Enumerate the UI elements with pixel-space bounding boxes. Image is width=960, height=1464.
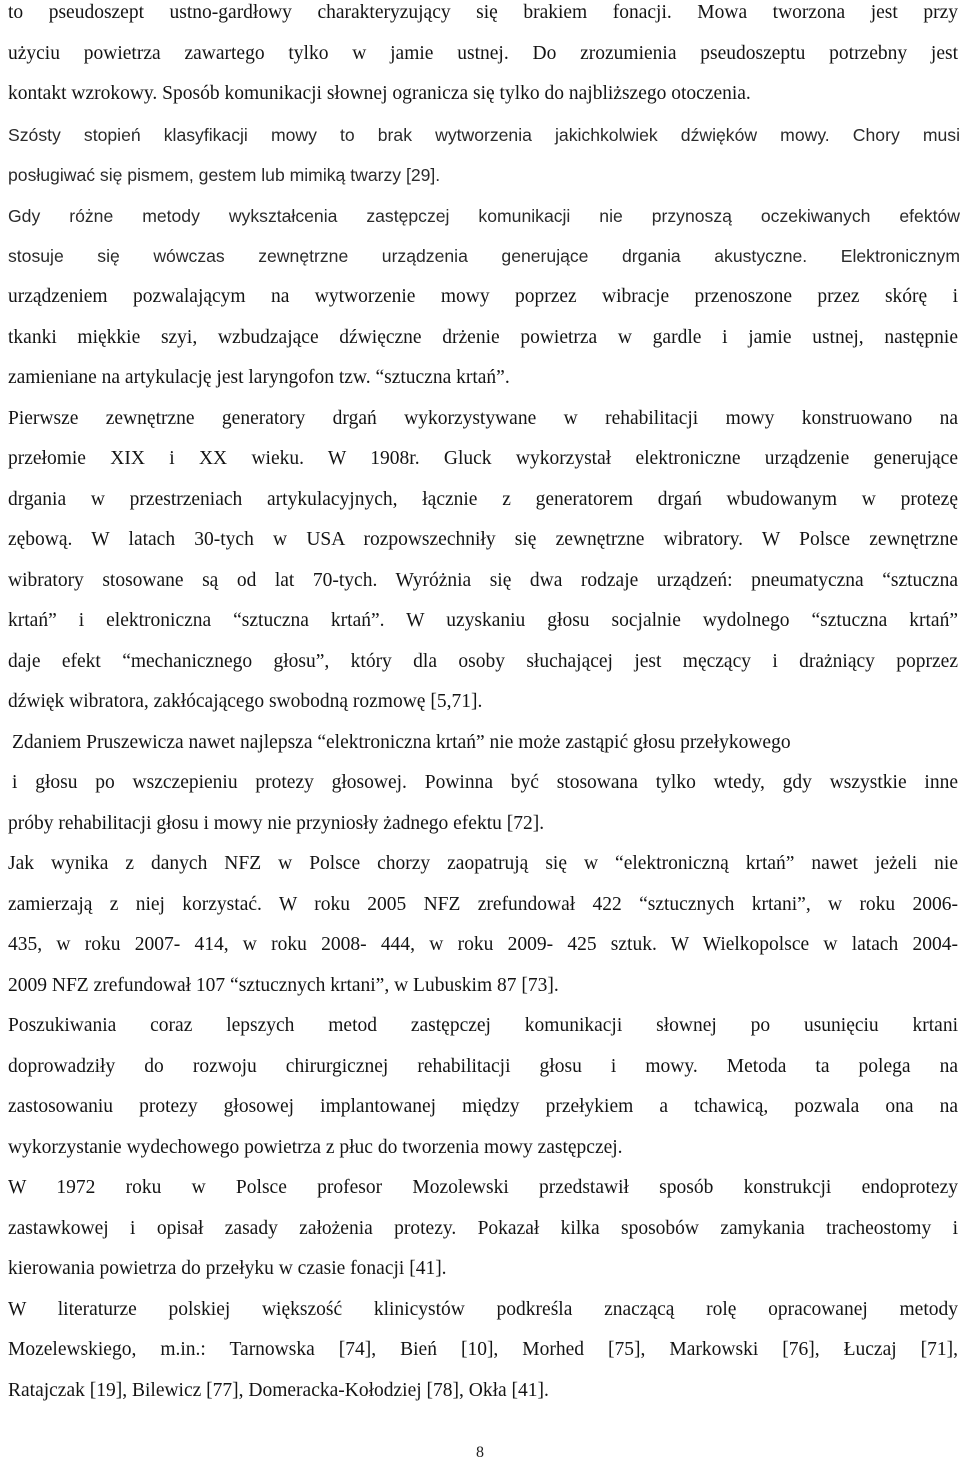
page-number: 8 [476,1444,484,1461]
text-line: Jak wynika z danych NFZ w Polsce chorzy zaopatrują się w “elektroniczną krtań” nawet jeżeli nie [8,853,958,874]
text-line: tkanki miękkie szyi, wzbudzające dźwięczne drżenie powietrza w gardle i jamie ustnej, następnie [8,327,958,348]
text-line: zamierzają z niej korzystać. W roku 2005 NFZ zrefundował 422 “sztucznych krtani”, w roku 2006- [8,894,958,915]
text-line: 2009 NFZ zrefundował 107 “sztucznych krtani”, w Lubuskim 87 [73]. [8,975,559,996]
text-line: kierowania powietrza do przełyku w czasie fonacji [41]. [8,1258,447,1279]
text-line: użyciu powietrza zawartego tylko w jamie ustnej. Do zrozumienia pseudoszeptu potrzebny jest [8,43,958,64]
text-line: W literaturze polskiej większość klinicystów podkreśla znaczącą rolę opracowanej metody [8,1299,958,1320]
text-line: W 1972 roku w Polsce profesor Mozolewski przedstawił sposób konstrukcji endoprotezy [8,1177,958,1198]
text-line: Szósty stopień klasyfikacji mowy to brak wytworzenia jakichkolwiek dźwięków mowy. Chory musi [8,125,960,145]
text-line: doprowadziły do rozwoju chirurgicznej rehabilitacji głosu i mowy. Metoda ta polega na [8,1056,958,1077]
text-line: stosuje się wówczas zewnętrzne urządzenia generujące drgania akustyczne. Elektronicznym [8,246,960,266]
text-line: wibratory stosowane są od lat 70-tych. Wyróżnia się dwa rodzaje urządzeń: pneumatyczna “sztuczna [8,570,958,591]
text-line: Mozelewskiego, m.in.: Tarnowska [74], Bień [10], Morhed [75], Markowski [76], Łuczaj [71], [8,1339,958,1360]
text-line: Gdy różne metody wykształcenia zastępczej komunikacji nie przynoszą oczekiwanych efektów [8,206,960,226]
text-line: kontakt wzrokowy. Sposób komunikacji słownej ogranicza się tylko do najbliższego otoczenia. [8,83,751,104]
text-line: posługiwać się pismem, gestem lub mimiką twarzy [29]. [8,165,441,185]
text-line: Poszukiwania coraz lepszych metod zastępczej komunikacji słownej po usunięciu krtani [8,1015,958,1036]
text-line: drgania w przestrzeniach artykulacyjnych, łącznie z generatorem drgań wbudowanym w protezę [8,489,958,510]
text-line: Pierwsze zewnętrzne generatory drgań wykorzystywane w rehabilitacji mowy konstruowano na [8,408,958,429]
text-line: daje efekt “mechanicznego głosu”, który dla osoby słuchającej jest męczący i drażniący poprzez [8,651,958,672]
text-line: Ratajczak [19], Bilewicz [77], Domeracka-Kołodziej [78], Okła [41]. [8,1380,549,1401]
text-line: i głosu po wszczepieniu protezy głosowej. Powinna być stosowana tylko wtedy, gdy wszystkie inne [12,772,958,793]
text-line: dźwięk wibratora, zakłócającego swobodną rozmowę [5,71]. [8,691,483,712]
text-line: Zdaniem Pruszewicza nawet najlepsza “elektroniczna krtań” nie może zastąpić głosu przełykowego [12,732,791,753]
text-line: zębową. W latach 30-tych w USA rozpowszechniły się zewnętrzne wibratory. W Polsce zewnętrzne [8,529,958,550]
text-line: urządzeniem pozwalającym na wytworzenie mowy poprzez wibracje przenoszone przez skórę i [8,286,958,307]
text-line: zamieniane na artykulację jest laryngofon tzw. “sztuczna krtań”. [8,367,510,388]
text-line: zastosowaniu protezy głosowej implantowanej między przełykiem a tchawicą, pozwala ona na [8,1096,958,1117]
text-line: przełomie XIX i XX wieku. W 1908r. Gluck wykorzystał elektroniczne urządzenie generujące [8,448,958,469]
text-line: to pseudoszept ustno-gardłowy charakteryzujący się brakiem fonacji. Mowa tworzona jest przy [8,2,958,23]
text-line: krtań” i elektroniczna “sztuczna krtań”. W uzyskaniu głosu socjalnie wydolnego “sztuczna krtań” [8,610,958,631]
text-line: zastawkowej i opisał zasady założenia protezy. Pokazał kilka sposobów zamykania tracheostomy i [8,1218,958,1239]
text-line: wykorzystanie wydechowego powietrza z płuc do tworzenia mowy zastępczej. [8,1137,623,1158]
text-line: próby rehabilitacji głosu i mowy nie przyniosły żadnego efektu [72]. [8,813,545,834]
text-line: 435, w roku 2007- 414, w roku 2008- 444, w roku 2009- 425 sztuk. W Wielkopolsce w latach 2004- [8,934,958,955]
